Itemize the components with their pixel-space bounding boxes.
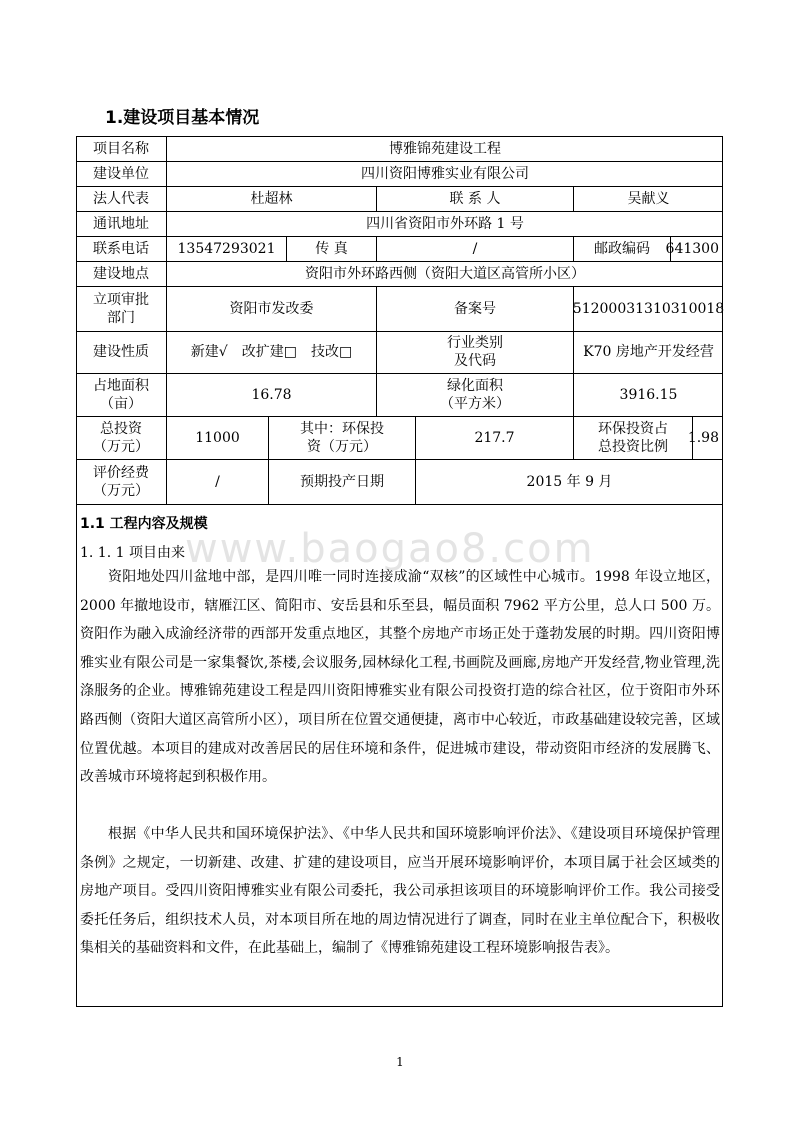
phone-value: 13547293021 bbox=[177, 240, 276, 257]
fee-value: / bbox=[215, 473, 220, 490]
paragraph-background: 资阳地处四川盆地中部，是四川唯一同时连接成渝“双核”的区域性中心城市。1998 年设立地区，2000 年撤地设市，辖雁江区、简阳市、安岳县和乐至县，幅员面积 7962 平方公里，总人口 500 万。资阳作为融入成渝经济带的西部开发重点地区，其整个房地产市场正处于蓬勃发展的时期。四川资阳博雅实业有限公司是一家集餐饮,茶楼,会议服务,园林绿化工程,书画院及画廊,房地产开发经营,物业管理,洗涤服务的企业。博雅锦苑建设工程是四川资阳博雅实业有限公司投资打造的综合社区，位于资阳市外环路西侧（资阳大道区高管所小区），项目所在位置交通便捷，离市中心较近，市政基础建设较完善，区域位置优越。本项目的建成对改善居民的居住环境和条件，促进城市建设，带动资阳市经济的发展腾飞、改善城市环境将起到积极作用。 bbox=[80, 569, 720, 786]
page-number: 1 bbox=[396, 1055, 404, 1069]
approval-label bbox=[76, 286, 166, 331]
rep-value: 杜超林 bbox=[250, 190, 293, 207]
site-value: 资阳市外环路西侧（资阳大道区高管所小区） bbox=[305, 265, 585, 282]
env-ratio-label-line1: 环保投资占 bbox=[598, 420, 668, 437]
nature-value: 新建√ 改扩建□ 技改□ bbox=[190, 344, 353, 360]
area-label-line1: 占地面积 bbox=[93, 377, 149, 394]
fee-label bbox=[76, 459, 166, 504]
site-label: 建设地点 bbox=[93, 265, 149, 282]
contact-label: 联 系 人 bbox=[449, 190, 501, 207]
rep-label: 法人代表 bbox=[93, 190, 149, 207]
section-1-1-title: 1.1 工程内容及规模 bbox=[80, 516, 208, 532]
row-rule bbox=[76, 504, 723, 505]
fax-value: / bbox=[472, 240, 478, 257]
contact-value: 吴献义 bbox=[627, 190, 670, 207]
env-ratio-value: 1.98 bbox=[687, 429, 719, 446]
invest-label bbox=[76, 416, 166, 459]
approval-label-line2: 部门 bbox=[107, 309, 135, 326]
unit-label: 建设单位 bbox=[93, 165, 149, 182]
industry-label bbox=[377, 331, 573, 373]
env-invest-value: 217.7 bbox=[474, 429, 515, 446]
env-ratio-label-line2: 总投资比例 bbox=[598, 438, 668, 455]
env-ratio-label bbox=[574, 416, 692, 459]
section-1-1-1-title: 1. 1. 1 项目由来 bbox=[80, 545, 185, 561]
approval-value: 资阳市发改委 bbox=[229, 300, 314, 317]
unit-value: 四川资阳博雅实业有限公司 bbox=[361, 165, 529, 182]
env-invest-label-line1: 其中：环保投 bbox=[300, 420, 384, 437]
section-heading: 1.建设项目基本情况 bbox=[105, 108, 260, 128]
project-name-label: 项目名称 bbox=[93, 140, 149, 157]
area-label-line2: （亩） bbox=[100, 395, 142, 412]
date-label: 预期投产日期 bbox=[300, 473, 384, 490]
industry-label-line2: 及代码 bbox=[454, 353, 496, 369]
address-label: 通讯地址 bbox=[93, 215, 149, 232]
address-value: 四川省资阳市外环路 1 号 bbox=[366, 215, 524, 232]
record-value: 51200031310310018 bbox=[572, 300, 725, 317]
env-invest-label bbox=[269, 416, 415, 459]
approval-label-line1: 立项审批 bbox=[93, 291, 149, 308]
fee-label-line1: 评价经费 bbox=[93, 464, 149, 481]
postcode-label: 邮政编码 bbox=[594, 240, 650, 257]
industry-value: K70 房地产开发经营 bbox=[583, 344, 714, 360]
record-label: 备案号 bbox=[454, 300, 496, 317]
area-label bbox=[76, 373, 166, 416]
watermark: www.baogao8.com bbox=[185, 526, 595, 572]
env-invest-label-line2: 资（万元） bbox=[307, 438, 377, 455]
green-label-line1: 绿化面积 bbox=[447, 377, 503, 394]
date-value: 2015 年 9 月 bbox=[526, 473, 613, 490]
postcode-value: 641300 bbox=[665, 240, 719, 257]
green-label bbox=[377, 373, 573, 416]
phone-label: 联系电话 bbox=[93, 240, 149, 257]
project-name-value: 博雅锦苑建设工程 bbox=[389, 140, 501, 157]
fee-label-line2: （万元） bbox=[93, 482, 149, 499]
invest-label-line1: 总投资 bbox=[100, 420, 142, 437]
paragraph-basis: 根据《中华人民共和国环境保护法》、《中华人民共和国环境影响评价法》、《建设项目环境保护管理条例》之规定，一切新建、改建、扩建的建设项目，应当开展环境影响评价，本项目属于社会区域类的房地产项目。受四川资阳博雅实业有限公司委托，我公司承担该项目的环境影响评价工作。我公司接受委托任务后，组织技术人员，对本项目所在地的周边情况进行了调查，同时在业主单位配合下，积极收集相关的基础资料和文件，在此基础上，编制了《博雅锦苑建设工程环境影响报告表》。 bbox=[80, 826, 720, 957]
green-label-line2: （平方米） bbox=[440, 395, 510, 412]
fax-label: 传 真 bbox=[315, 240, 348, 257]
nature-label: 建设性质 bbox=[93, 344, 149, 360]
invest-value: 11000 bbox=[195, 429, 240, 446]
area-value: 16.78 bbox=[251, 386, 292, 403]
green-value: 3916.15 bbox=[619, 386, 678, 403]
invest-label-line2: （万元） bbox=[93, 438, 149, 455]
industry-label-line1: 行业类别 bbox=[447, 335, 503, 351]
